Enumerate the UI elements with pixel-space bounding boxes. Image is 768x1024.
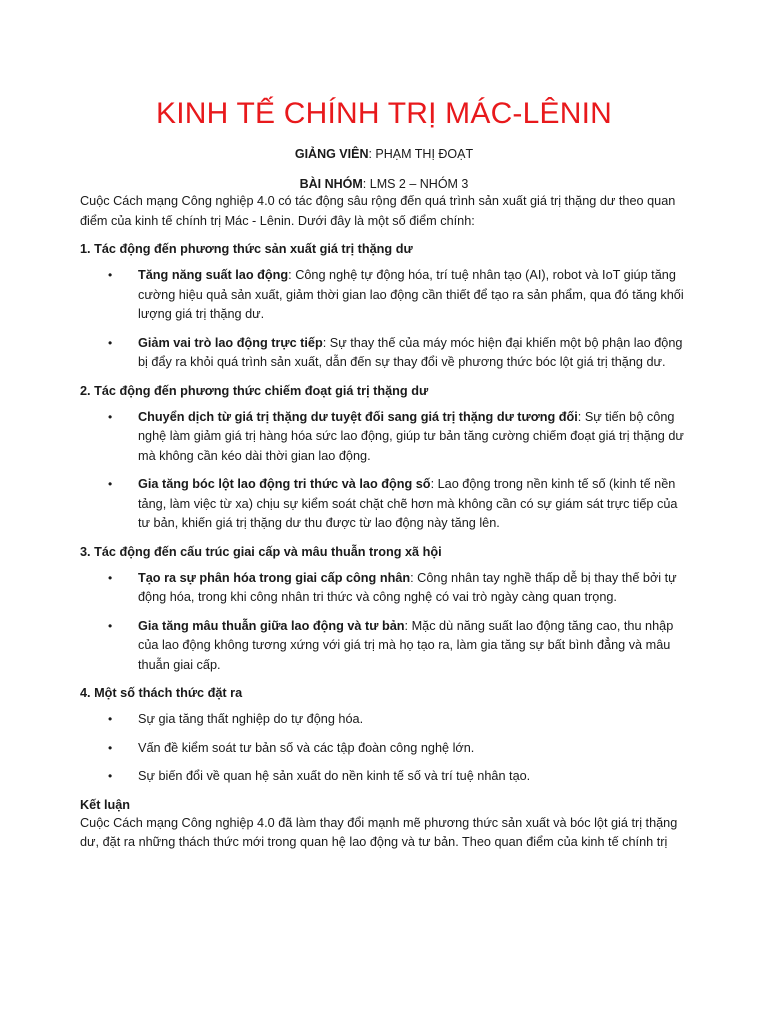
lecturer-value: : PHẠM THỊ ĐOẠT [368, 147, 474, 161]
item-text: Sự gia tăng thất nghiệp do tự động hóa. [138, 712, 364, 726]
list-item [108, 475, 688, 534]
bullet-icon: • [108, 618, 113, 633]
item-text: : Công nhân tay nghề thấp dễ bị thay thế bởi tự động hóa, trong khi công nhân tri thức và công nghệ có vai trò ngày càng quan trọng. [138, 570, 677, 604]
section-heading-1: 1. Tác động đến phương thức sản xuất giá trị thặng dư [80, 242, 413, 256]
conclusion-heading: Kết luận [80, 797, 131, 812]
bullet-icon: • [108, 712, 113, 726]
group-value: : LMS 2 – NHÓM 3 [362, 177, 469, 191]
bullet-icon: • [108, 769, 113, 783]
bullet-icon: • [108, 335, 113, 350]
list-item [108, 334, 688, 373]
section-list-4 [80, 710, 688, 787]
bullet-icon: • [108, 477, 113, 491]
bullet-icon: • [108, 570, 113, 585]
item-text: Vấn đề kiểm soát tư bản số và các tập đoàn công nghệ lớn. [138, 740, 475, 755]
item-bold-term: Chuyển dịch từ giá trị thặng dư tuyệt đối sang giá trị thặng dư tương đối [138, 409, 578, 424]
section-list-3 [80, 569, 688, 676]
item-text: : Công nghệ tự động hóa, trí tuệ nhân tạo (AI), robot và IoT giúp tăng cường hiệu quả sản xuất, giảm thời gian lao động cần thiết để tạo ra sản phẩm, qua đó tăng khối lượng giá trị thặng dư. [138, 268, 684, 321]
item-bold-term: Giảm vai trò lao động trực tiếp [138, 335, 323, 350]
bullet-icon: • [108, 740, 113, 755]
group-line [80, 176, 688, 192]
section-list-1 [80, 266, 688, 373]
list-item [108, 569, 688, 608]
item-bold-term: Gia tăng bóc lột lao động tri thức và lao động số [138, 477, 431, 491]
bullet-icon: • [108, 409, 113, 424]
list-item [108, 617, 688, 676]
list-item [108, 266, 688, 325]
intro-paragraph: Cuộc Cách mạng Công nghiệp 4.0 có tác động sâu rộng đến quá trình sản xuất giá trị thặng dư theo quan điểm của kinh tế chính trị Mác - Lênin. Dưới đây là một số điểm chính: [80, 194, 676, 228]
lecturer-line [80, 146, 688, 162]
conclusion-paragraph: Cuộc Cách mạng Công nghiệp 4.0 đã làm thay đổi mạnh mẽ phương thức sản xuất và bóc lột giá trị thặng dư, đặt ra những thách thức mới trong quan hệ lao động và tư bản. Theo quan điểm của kinh tế chính trị [80, 815, 678, 849]
bullet-icon: • [108, 268, 113, 282]
section-heading-2: 2. Tác động đến phương thức chiếm đoạt giá trị thặng dư [80, 383, 429, 398]
item-text: : Sự tiến bộ công nghệ làm giảm giá trị hàng hóa sức lao động, giúp tư bản tăng cường chiếm đoạt giá trị thặng dư mà không cần kéo dài thời gian lao động. [138, 409, 684, 463]
section-heading-3: 3. Tác động đến cấu trúc giai cấp và mâu thuẫn trong xã hội [80, 544, 442, 559]
document-title: KINH TẾ CHÍNH TRỊ MÁC-LÊNIN [155, 97, 612, 130]
group-label: BÀI NHÓM [299, 177, 363, 191]
section-list-2 [80, 408, 688, 534]
item-text: Sự biến đổi về quan hệ sản xuất do nền kinh tế số và trí tuệ nhân tạo. [138, 769, 531, 783]
list-item [108, 767, 688, 787]
item-bold-term: Gia tăng mâu thuẫn giữa lao động và tư bản [138, 618, 405, 633]
item-bold-term: Tăng năng suất lao động [138, 268, 289, 282]
item-text: : Lao động trong nền kinh tế số (kinh tế nền tảng, làm việc từ xa) chịu sự kiểm soát chặt chẽ hơn mà không cần có sự giám sát trực tiếp của tư bản, khiến giá trị thặng dư thu được từ lao động này tăng lên. [138, 477, 678, 530]
list-item [108, 408, 688, 467]
section-heading-4: 4. Một số thách thức đặt ra [80, 686, 243, 700]
list-item [108, 739, 688, 759]
list-item [108, 710, 688, 730]
item-text: : Sự thay thế của máy móc hiện đại khiến một bộ phận lao động bị đẩy ra khỏi quá trình sản xuất, dẫn đến sự thay đổi về phương thức bóc lột giá trị thặng dư. [138, 335, 683, 369]
lecturer-label: GIẢNG VIÊN [294, 147, 369, 161]
item-bold-term: Tạo ra sự phân hóa trong giai cấp công nhân [138, 570, 411, 585]
item-text: : Mặc dù năng suất lao động tăng cao, thu nhập của lao động không tương xứng với giá trị mà họ tạo ra, làm gia tăng sự bất bình đẳng và mâu thuẫn giai cấp. [138, 618, 674, 672]
